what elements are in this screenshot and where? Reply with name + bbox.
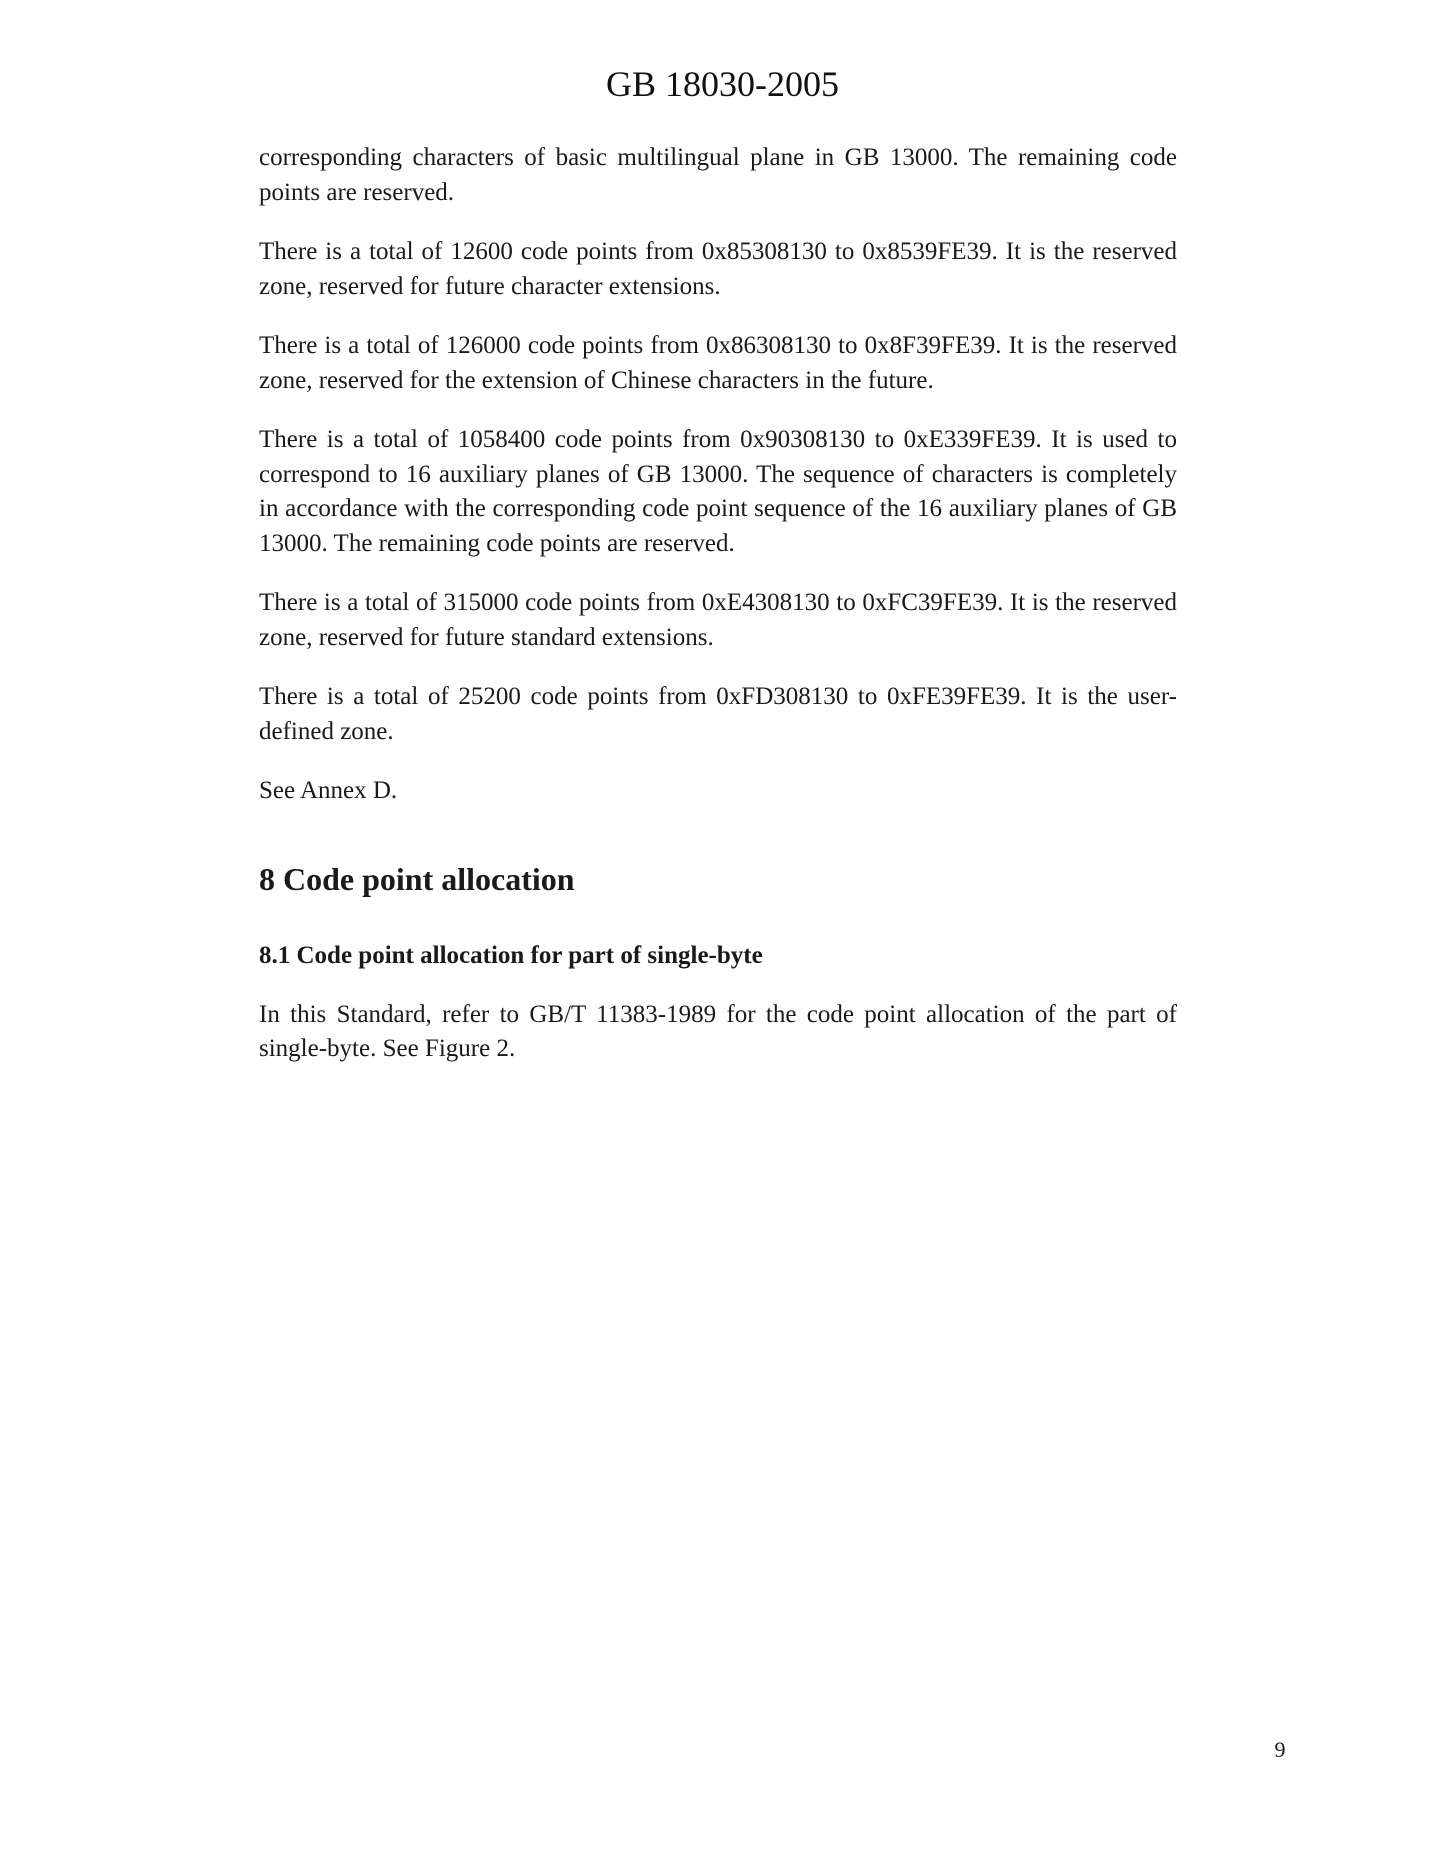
paragraph-reserved-chinese-extensions: There is a total of 126000 code points from 0x86308130 to 0x8F39FE39. It is the reserved zone, reserved for the extension of Chinese characters in the future. (259, 332, 1177, 394)
document-body (259, 141, 1177, 1067)
document-header-title: GB 18030-2005 (606, 64, 839, 104)
paragraph-reserved-standard-extensions: There is a total of 315000 code points from 0xE4308130 to 0xFC39FE39. It is the reserved zone, reserved for future standard extensions. (259, 589, 1177, 651)
paragraph-user-defined-zone: There is a total of 25200 code points from 0xFD308130 to 0xFE39FE39. It is the user-defined zone. (259, 683, 1177, 745)
paragraph-bmp-continuation: corresponding characters of basic multilingual plane in GB 13000. The remaining code points are reserved. (259, 144, 1177, 206)
section-heading: 8 Code point allocation (259, 860, 575, 897)
page-number: 9 (1274, 1737, 1286, 1762)
subsection-heading: 8.1 Code point allocation for part of single-byte (259, 941, 763, 969)
paragraph-reserved-character-extensions: There is a total of 12600 code points from 0x85308130 to 0x8539FE39. It is the reserved zone, reserved for future character extensions. (259, 238, 1177, 300)
paragraph-auxiliary-planes: There is a total of 1058400 code points from 0x90308130 to 0xE339FE39. It is used to correspond to 16 auxiliary planes of GB 13000. The sequence of characters is completely in accordance with the corresponding code point sequence of the 16 auxiliary planes of GB 13000. The remaining code points are reserved. (259, 426, 1177, 557)
paragraph-see-annex: See Annex D. (259, 777, 398, 804)
paragraph-single-byte-allocation: In this Standard, refer to GB/T 11383-1989 for the code point allocation of the part of single-byte. See Figure 2. (259, 1000, 1177, 1062)
